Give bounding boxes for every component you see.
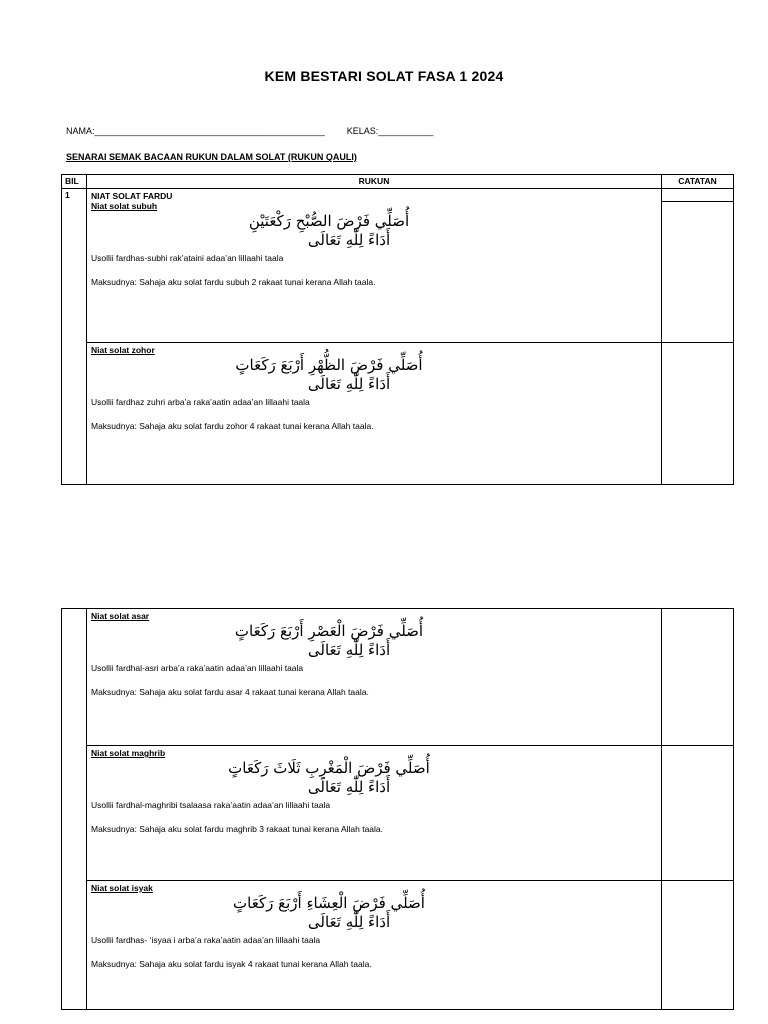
transliteration: Usollii fardhas-subhi rak’ataini adaa’an lillaahi taala: [91, 253, 284, 263]
arabic-text: [91, 759, 657, 797]
arabic-line-2: أَدَاءً لِلّٰهِ تَعَالَى: [307, 913, 391, 931]
arabic-text: [91, 356, 657, 394]
arabic-line-2: أَدَاءً لِلّٰهِ تَعَالَى: [307, 778, 391, 796]
arabic-line-1: أُصَلِّي فَرْضَ الظُّهْرِ أَرْبَعَ رَكَعَاتٍ: [235, 356, 423, 374]
table-row: [62, 746, 734, 881]
table-row: [62, 609, 734, 746]
rukun-cell-zohor: [87, 343, 662, 485]
rukun-cell-maghrib: [87, 746, 662, 881]
meaning-text: Maksudnya: Sahaja aku solat fardu asar 4 rakaat tunai kerana Allah taala.: [91, 687, 369, 697]
transliteration: Usollii fardhaz zuhri arba’a raka’aatin adaa’an lillaahi taala: [91, 397, 310, 407]
catatan-cell[interactable]: [662, 609, 734, 746]
main-title: NIAT SOLAT FARDU: [91, 191, 173, 201]
table-header-row: [62, 175, 734, 189]
entry-title: Niat solat maghrib: [91, 748, 166, 758]
rukun-cell-subuh: [87, 189, 662, 343]
transliteration: Usollii fardhas- ‘isyaa i arba’a raka’aatin adaa’an lillaahi taala: [91, 935, 321, 945]
arabic-line-1: أُصَلِّي فَرْضَ الْعَصْرِ أَرْبَعَ رَكَعَاتٍ: [234, 622, 424, 640]
arabic-line-1: أُصَلِّي فَرْضَ الصُّبْحِ رَكْعَتَيْنِ: [248, 212, 410, 230]
entry-title: Niat solat asar: [91, 611, 150, 621]
column-header-catatan: CATATAN: [662, 175, 734, 189]
meaning-text: Maksudnya: Sahaja aku solat fardu isyak 4 rakaat tunai kerana Allah taala.: [91, 959, 372, 969]
nama-field[interactable]: NAMA:______________________________________________: [66, 126, 325, 136]
document-title: KEM BESTARI SOLAT FASA 1 2024: [264, 68, 504, 84]
table-row: [62, 881, 734, 1010]
rukun-cell-asar: [87, 609, 662, 746]
checklist-table-part-2: [61, 608, 734, 1010]
arabic-line-2: أَدَاءً لِلّٰهِ تَعَالَى: [307, 231, 391, 249]
transliteration: Usollii fardhal-asri arba’a raka’aatin adaa’an lillaahi taala: [91, 663, 304, 673]
catatan-cell[interactable]: [662, 746, 734, 881]
arabic-line-2: أَدَاءً لِلّٰهِ تَعَالَى: [307, 641, 391, 659]
row-number-empty: [62, 609, 87, 1010]
row-number: 1: [62, 189, 87, 485]
kelas-field[interactable]: KELAS:___________: [346, 126, 434, 136]
name-class-row: [66, 126, 433, 136]
arabic-line-1: أُصَلِّي فَرْضَ الْمَغْرِبِ ثَلَاثَ رَكَعَاتٍ: [228, 759, 430, 777]
entry-title: Niat solat zohor: [91, 345, 155, 355]
arabic-text: [91, 894, 657, 932]
arabic-text: [91, 212, 657, 250]
table-row: [62, 343, 734, 485]
catatan-cell[interactable]: [662, 343, 734, 485]
column-header-bil: BIL: [62, 175, 87, 189]
catatan-cell[interactable]: [662, 881, 734, 1010]
arabic-text: [91, 622, 657, 660]
catatan-cell[interactable]: [662, 189, 734, 343]
entry-title: Niat solat subuh: [91, 201, 158, 211]
column-header-rukun: RUKUN: [87, 175, 662, 189]
meaning-text: Maksudnya: Sahaja aku solat fardu maghrib 3 rakaat tunai kerana Allah taala.: [91, 824, 384, 834]
entry-title: Niat solat isyak: [91, 883, 153, 893]
checklist-table-part-1: [61, 174, 734, 485]
transliteration: Usollii fardhal-maghribi tsalaasa raka’aatin adaa’an lillaahi taala: [91, 800, 331, 810]
meaning-text: Maksudnya: Sahaja aku solat fardu subuh 2 rakaat tunai kerana Allah taala.: [91, 277, 376, 287]
rukun-cell-isyak: [87, 881, 662, 1010]
section-heading: SENARAI SEMAK BACAAN RUKUN DALAM SOLAT (RUKUN QAULI): [66, 152, 357, 162]
arabic-line-2: أَدَاءً لِلّٰهِ تَعَالَى: [307, 375, 391, 393]
table-row: [62, 189, 734, 343]
catatan-box[interactable]: [662, 201, 733, 354]
arabic-line-1: أُصَلِّي فَرْضَ الْعِشَاءِ أَرْبَعَ رَكَعَاتٍ: [233, 894, 425, 912]
meaning-text: Maksudnya: Sahaja aku solat fardu zohor 4 rakaat tunai kerana Allah taala.: [91, 421, 374, 431]
